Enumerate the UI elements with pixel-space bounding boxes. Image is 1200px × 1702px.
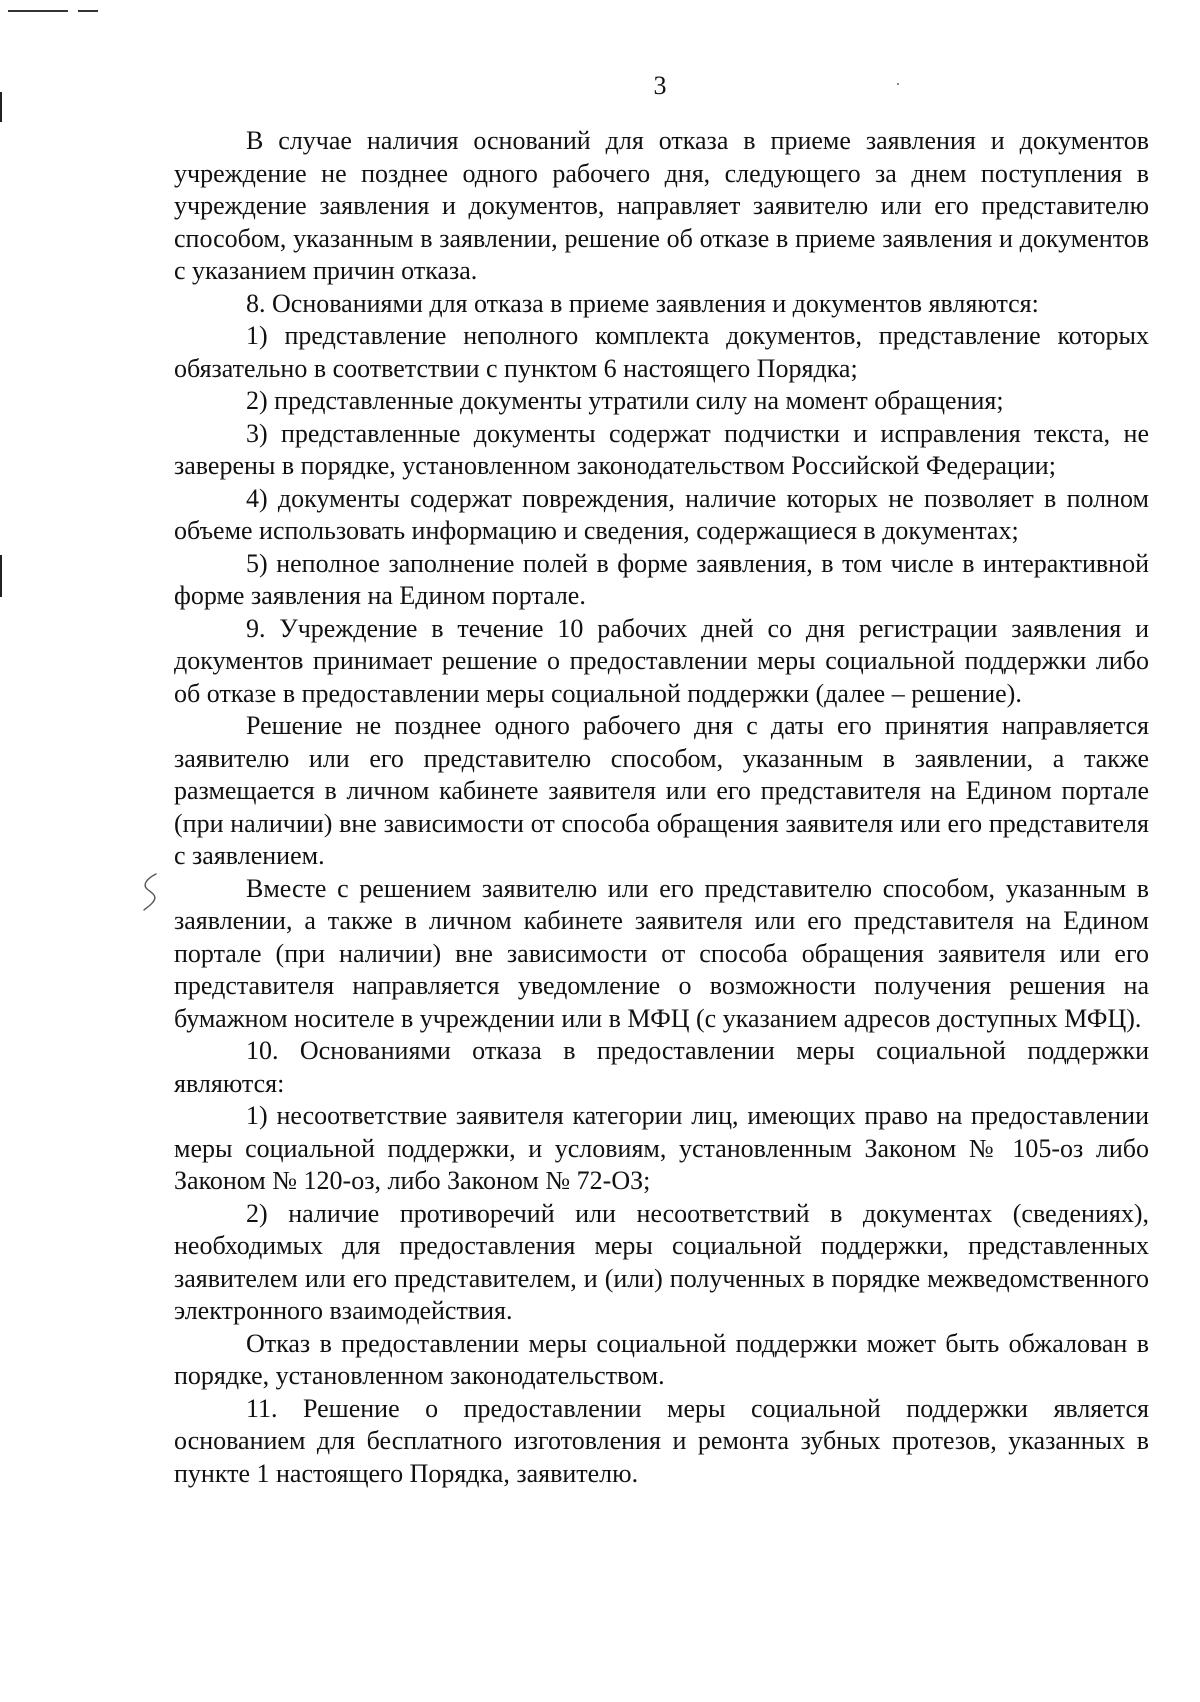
list-item-8-3: 3) представленные документы содержат подчистки и исправления текста, не заверены в порядке, установленном законодательством Российской Федерации; — [174, 418, 1149, 480]
paragraph-appeal: Отказ в предоставлении меры социальной поддержки может быть обжалован в порядке, установленном законодательством. — [174, 1328, 1149, 1390]
paragraph-item-10: 10. Основаниями отказа в предоставлении меры социальной поддержки являются: — [174, 1036, 1149, 1098]
paragraph-item-8: 8. Основаниями для отказа в приеме заявления и документов являются: — [246, 288, 1039, 318]
paragraph-item-9: 9. Учреждение в течение 10 рабочих дней со дня регистрации заявления и документов принимает решение о предоставлении меры социальной поддержки либо об отказе в предоставлении меры социальной поддержки (далее – решение). — [174, 613, 1149, 708]
list-item-10-2: 2) наличие противоречий или несоответствий в документах (сведениях), необходимых для предоставления меры социальной поддержки, представленных заявителем или его представителем, и (или) полученных в порядке межведомственного электронного взаимодействия. — [174, 1198, 1149, 1325]
page-number: 3 — [653, 71, 667, 100]
list-item-8-5: 5) неполное заполнение полей в форме заявления, в том числе в интерактивной форме заявления на Едином портале. — [174, 548, 1149, 610]
scan-edge-mark — [8, 10, 68, 12]
handwritten-mark-icon — [138, 872, 164, 912]
document-body — [174, 125, 1149, 1490]
scan-edge-mark — [0, 555, 2, 597]
list-item-8-2: 2) представленные документы утратили силу на момент обращения; — [246, 386, 1004, 415]
scan-edge-mark — [78, 10, 98, 12]
list-item-8-4: 4) документы содержат повреждения, наличие которых не позволяет в полном объеме использовать информацию и сведения, содержащиеся в документах; — [174, 483, 1149, 545]
list-item-8-1: 1) представление неполного комплекта документов, представление которых обязательно в соответствии с пунктом 6 настоящего Порядка; — [174, 321, 1149, 383]
paragraph-refusal-notice: В случае наличия оснований для отказа в приеме заявления и документов учреждение не позднее одного рабочего дня, следующего за днем поступления в учреждение заявления и документов, направляет заявителю или его представителю способом, указанным в заявлении, решение об отказе в приеме заявления и документов с указанием причин отказа. — [174, 126, 1149, 285]
list-item-10-1: 1) несоответствие заявителя категории лиц, имеющих право на предоставлении меры социальной поддержки, и условиям, установленным Законом № 105-оз либо Законом № 120-оз, либо Законом № 72-ОЗ; — [174, 1101, 1149, 1195]
paragraph-decision-delivery: Решение не позднее одного рабочего дня с даты его принятия направляется заявителю или его представителю способом, указанным в заявлении, а также размещается в личном кабинете заявителя или его представителя на Едином портале (при наличии) вне зависимости от способа обращения заявителя или его представителя с заявлением. — [174, 711, 1149, 870]
paragraph-decision-notification: Вместе с решением заявителю или его представителю способом, указанным в заявлении, а также в личном кабинете заявителя или его представителя на Едином портале (при наличии) вне зависимости от способа обращения заявителя или его представителя направляется уведомление о возможности получения решения на бумажном носителе в учреждении или в МФЦ (с указанием адресов доступных МФЦ). — [174, 873, 1149, 1033]
paragraph-item-11: 11. Решение о предоставлении меры социальной поддержки является основанием для бесплатного изготовления и ремонта зубных протезов, указанных в пункте 1 настоящего Порядка, заявителю. — [174, 1393, 1149, 1488]
